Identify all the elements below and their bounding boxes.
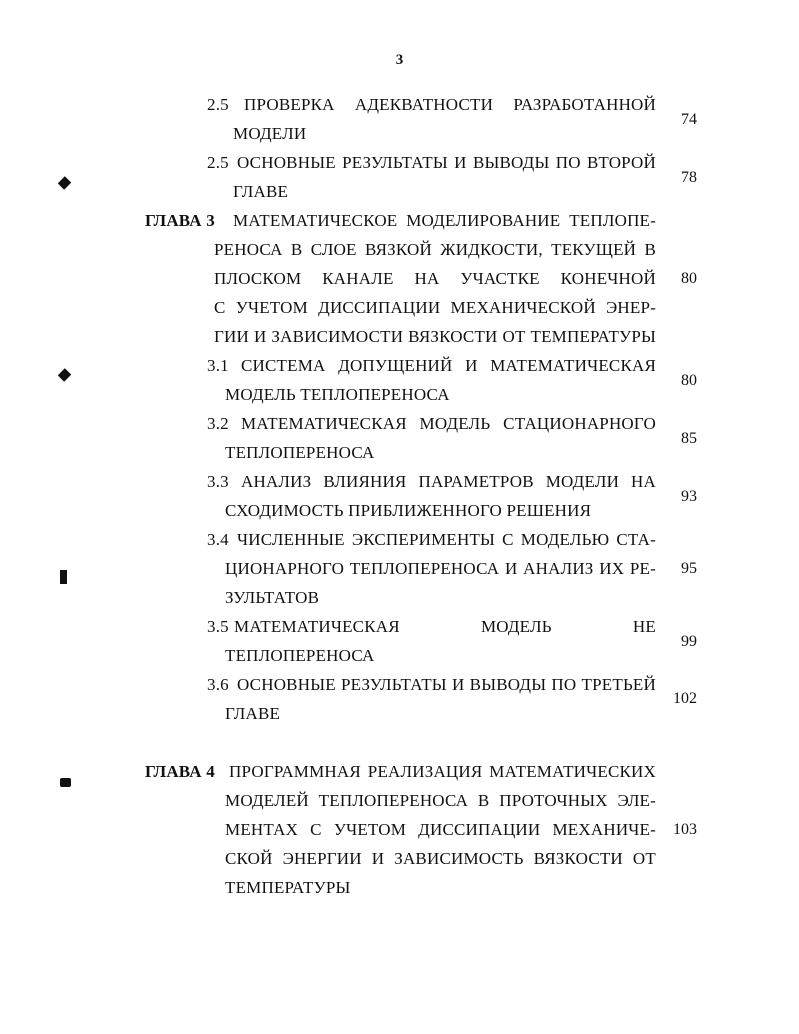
toc-entry-line: ГЛАВЕ xyxy=(225,704,281,723)
toc-entry-line: МОДЕЛЕЙ ТЕПЛОПЕРЕНОСА В ПРОТОЧНЫХ ЭЛЕ- xyxy=(225,791,656,810)
toc-entry-line: С УЧЕТОМ ДИССИПАЦИИ МЕХАНИЧЕСКОЙ ЭНЕР- xyxy=(214,298,656,317)
toc-entry-page: 103 xyxy=(673,821,697,838)
toc-entry-line: МАТЕМАТИЧЕСКАЯ МОДЕЛЬ НЕ xyxy=(234,617,656,636)
toc-entry-number: 3.6 xyxy=(207,675,229,694)
toc-entry-line: ЗУЛЬТАТОВ xyxy=(225,588,320,607)
toc-entry-line: СХОДИМОСТЬ ПРИБЛИЖЕННОГО РЕШЕНИЯ xyxy=(225,501,592,520)
toc-entry-line: ПЛОСКОМ КАНАЛЕ НА УЧАСТКЕ КОНЕЧНОЙ xyxy=(214,269,656,288)
chapter-label: ГЛАВА 3 xyxy=(145,211,215,230)
toc-entry-number: 2.5 xyxy=(207,95,229,114)
toc-entry-line: ОСНОВНЫЕ РЕЗУЛЬТАТЫ И ВЫВОДЫ ПО ВТОРОЙ xyxy=(237,153,656,172)
toc-entry-number: 2.5 xyxy=(207,153,229,172)
page-number: 3 xyxy=(395,52,404,68)
binding-hole-mark xyxy=(60,778,71,787)
toc-entry-line: СКОЙ ЭНЕРГИИ И ЗАВИСИМОСТЬ ВЯЗКОСТИ ОТ xyxy=(225,849,656,868)
toc-entry-line: ЧИСЛЕННЫЕ ЭКСПЕРИМЕНТЫ С МОДЕЛЬЮ СТА- xyxy=(237,530,656,549)
toc-entry-line: МАТЕМАТИЧЕСКАЯ МОДЕЛЬ СТАЦИОНАРНОГО xyxy=(241,414,656,433)
toc-entry-number: 3.5 xyxy=(207,617,229,636)
toc-entry-line: ТЕПЛОПЕРЕНОСА xyxy=(225,646,375,665)
toc-entry-number: 3.3 xyxy=(207,472,229,491)
binding-hole-mark xyxy=(58,368,71,381)
toc-entry-number: 3.1 xyxy=(207,356,229,375)
toc-entry-number: 3.2 xyxy=(207,414,229,433)
toc-entry-line: ПРОГРАММНАЯ РЕАЛИЗАЦИЯ МАТЕМАТИЧЕСКИХ xyxy=(229,762,656,781)
toc-entry-page: 93 xyxy=(681,488,697,505)
toc-entry-line: ПРОВЕРКА АДЕКВАТНОСТИ РАЗРАБОТАННОЙ xyxy=(244,95,656,114)
toc-entry-line: РЕНОСА В СЛОЕ ВЯЗКОЙ ЖИДКОСТИ, ТЕКУЩЕЙ В xyxy=(214,240,656,259)
toc-entry-number: 3.4 xyxy=(207,530,229,549)
toc-entry-line: ТЕПЛОПЕРЕНОСА xyxy=(225,443,375,462)
binding-hole-mark xyxy=(58,176,71,189)
toc-entry-line: МОДЕЛЬ ТЕПЛОПЕРЕНОСА xyxy=(225,385,450,404)
toc-entry-line: МЕНТАХ С УЧЕТОМ ДИССИПАЦИИ МЕХАНИЧЕ- xyxy=(225,820,656,839)
toc-entry-line: ТЕМПЕРАТУРЫ xyxy=(225,878,351,897)
toc-entry-line: МАТЕМАТИЧЕСКОЕ МОДЕЛИРОВАНИЕ ТЕПЛОПЕ- xyxy=(233,211,656,230)
toc-entry-line: СИСТЕМА ДОПУЩЕНИЙ И МАТЕМАТИЧЕСКАЯ xyxy=(241,356,656,375)
toc-entry-page: 95 xyxy=(681,560,697,577)
toc-entry-page: 80 xyxy=(681,372,697,389)
binding-hole-mark xyxy=(60,570,67,584)
toc-entry-page: 78 xyxy=(681,169,697,186)
toc-entry-line: МОДЕЛИ xyxy=(233,124,307,143)
chapter-label: ГЛАВА 4 xyxy=(145,762,215,781)
toc-entry-page: 102 xyxy=(673,690,697,707)
toc-entry-line: ГЛАВЕ xyxy=(233,182,289,201)
toc-entry-line: ОСНОВНЫЕ РЕЗУЛЬТАТЫ И ВЫВОДЫ ПО ТРЕТЬЕЙ xyxy=(237,675,656,694)
toc-entry-page: 80 xyxy=(681,270,697,287)
toc-entry-line: ЦИОНАРНОГО ТЕПЛОПЕРЕНОСА И АНАЛИЗ ИХ РЕ- xyxy=(225,559,656,578)
toc-entry-line: АНАЛИЗ ВЛИЯНИЯ ПАРАМЕТРОВ МОДЕЛИ НА xyxy=(241,472,656,491)
toc-entry-page: 74 xyxy=(681,111,697,128)
toc-entry-page: 99 xyxy=(681,633,697,650)
toc-entry-line: ГИИ И ЗАВИСИМОСТИ ВЯЗКОСТИ ОТ ТЕМПЕРАТУРЫ xyxy=(214,327,656,346)
toc-entry-page: 85 xyxy=(681,430,697,447)
